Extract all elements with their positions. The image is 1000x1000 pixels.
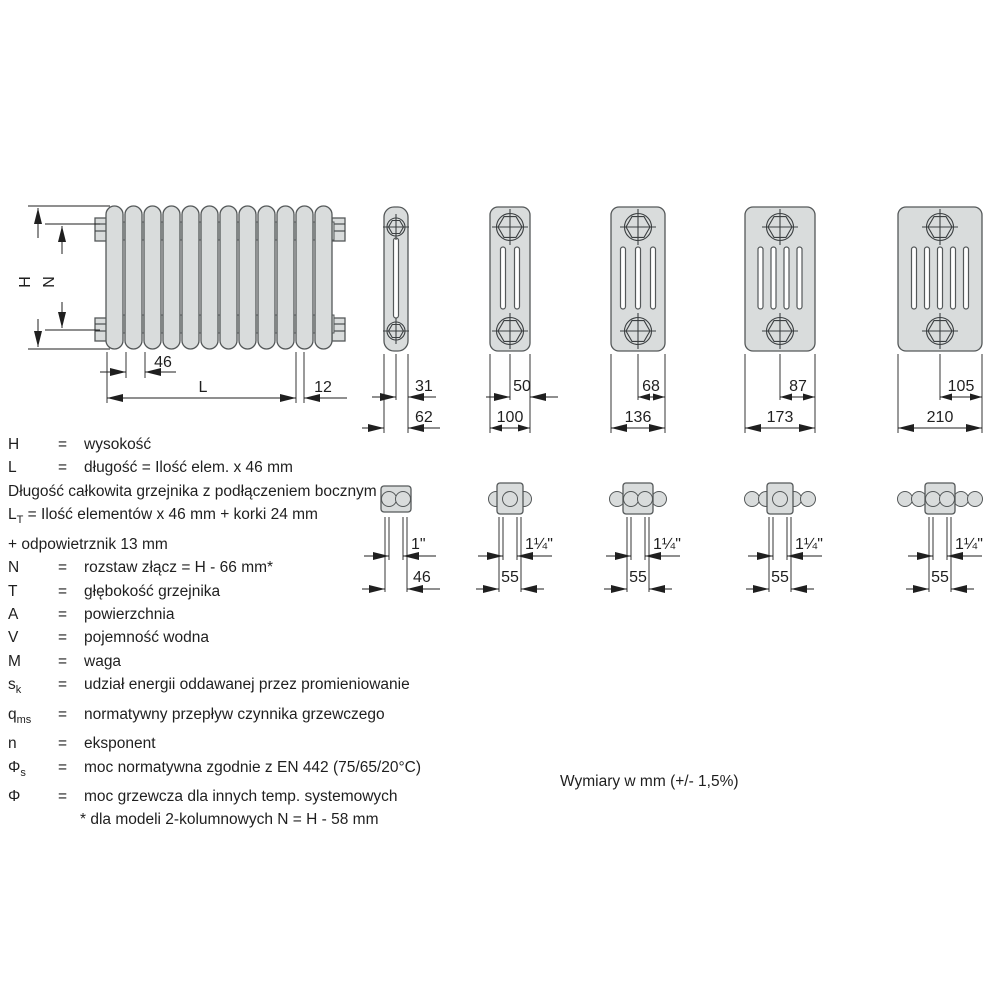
cross-section-4col: [611, 207, 665, 433]
legend-note: Długość całkowita grzejnika z podłączeniem bocznym: [8, 482, 377, 500]
legend-row: T = głębokość grzejnika: [8, 582, 221, 600]
top-view-4col: [604, 483, 681, 592]
legend-row: V = pojemność wodna: [8, 629, 209, 647]
dim-label-extra: 12: [314, 379, 332, 396]
dim-label-spacing: 55: [629, 569, 647, 586]
legend-formula: $L_T$ = Ilość elementów x 46 mm + korki 24 mm: [8, 506, 318, 527]
dim-label-halfwidth: 87: [789, 378, 807, 395]
top-view-3col: [476, 483, 553, 592]
legend-row: L = długość = Ilość elem. x 46 mm: [8, 459, 293, 477]
dim-label-width: 100: [496, 409, 524, 426]
dimensions-tolerance-note: Wymiary w mm (+/- 1,5%): [560, 773, 739, 790]
legend-row: n = eksponent: [8, 735, 156, 753]
dim-label-connection: 1¼": [955, 536, 983, 553]
cross-section-3col: [486, 207, 558, 433]
legend-row: Φ = moc grzewcza dla innych temp. systemowych: [8, 788, 398, 806]
dim-label-connection: 1": [411, 536, 426, 553]
dim-label-halfwidth: 105: [947, 378, 975, 395]
legend-row: A = powierzchnia: [8, 605, 175, 623]
front-view-drawing: [17, 206, 347, 403]
cross-section-6col: [898, 207, 982, 433]
legend-row: $\Phi_s$ = moc normatywna zgodnie z EN 442 (75/65/20°C): [8, 758, 422, 779]
legend-row: N = rozstaw złącz = H - 66 mm*: [8, 559, 274, 577]
dim-label-spacing: 55: [771, 569, 789, 586]
dim-label-halfwidth: 50: [513, 378, 531, 395]
dim-label-halfwidth: 31: [415, 378, 433, 395]
top-view-6col: [898, 483, 983, 592]
dim-label-spacing: 55: [931, 569, 949, 586]
dim-label-connection: 1¼": [795, 536, 823, 553]
dim-label-connection: 1¼": [525, 536, 553, 553]
dim-label-length: L: [198, 379, 208, 396]
cross-section-2col: [362, 207, 440, 433]
legend-row: M = waga: [8, 652, 122, 670]
legend-row: $s_k$ = udział energii oddawanej przez promieniowanie: [8, 676, 410, 697]
legend-note: + odpowietrznik 13 mm: [8, 535, 168, 553]
dim-label-element: 46: [154, 354, 172, 371]
top-view-5col: [745, 483, 823, 592]
dim-label-connection: 1¼": [653, 536, 681, 553]
dim-label-width: 136: [624, 409, 652, 426]
dim-label-spacing: 55: [501, 569, 519, 586]
dim-label-width: 210: [926, 409, 954, 426]
dim-label-N: N: [41, 276, 58, 288]
length-dimensions: [100, 352, 347, 403]
legend-footnote: * dla modeli 2-kolumnowych N = H - 58 mm: [80, 811, 379, 829]
legend-row: H = wysokość: [8, 436, 152, 453]
dim-label-halfwidth: 68: [642, 378, 660, 395]
legend-row: $q_{ms}$ = normatywny przepływ czynnika grzewczego: [8, 705, 385, 726]
symbol-legend: [8, 433, 428, 832]
cross-section-5col: [745, 207, 815, 433]
dim-label-width: 62: [415, 409, 433, 426]
dim-label-H: H: [17, 276, 34, 288]
dim-label-width: 173: [766, 409, 794, 426]
dim-label-spacing: 46: [413, 569, 431, 586]
